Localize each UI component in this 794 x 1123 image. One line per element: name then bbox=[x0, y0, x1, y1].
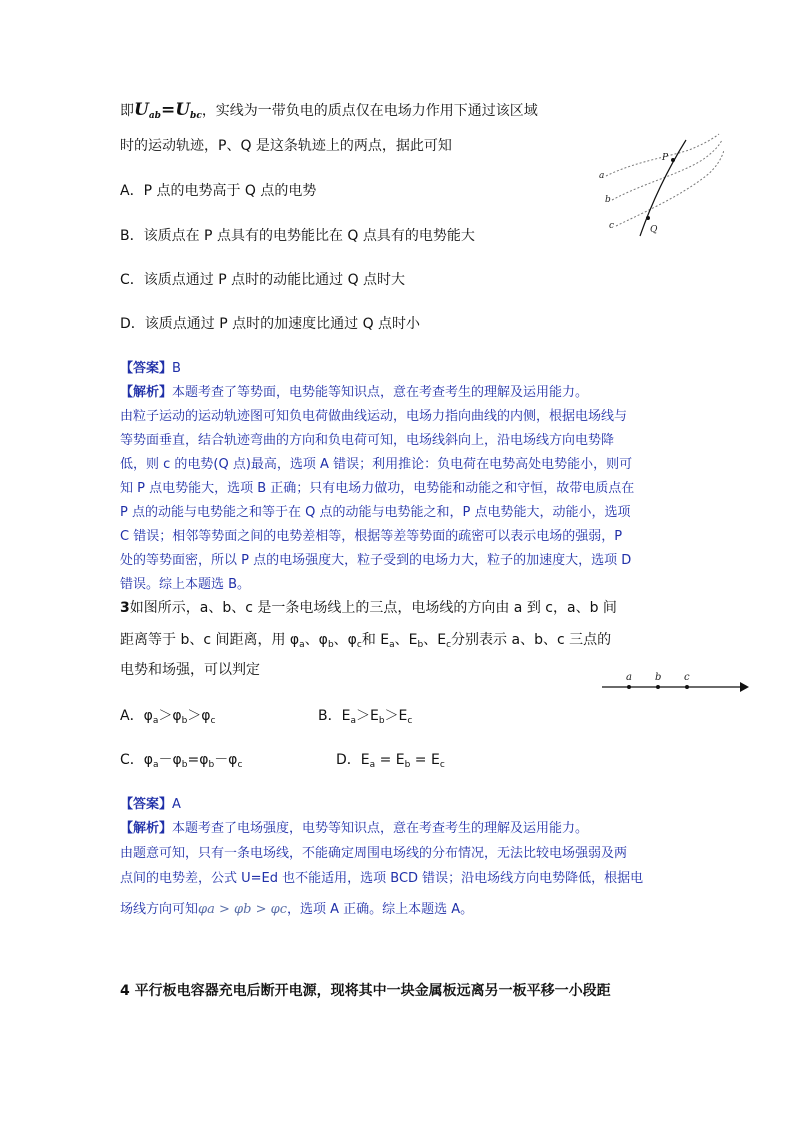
arrow-head-icon bbox=[740, 682, 749, 692]
equipotential-c bbox=[616, 150, 724, 226]
q2-analysis-line-7: C 错误；相邻等势面之间的电势差相等，根据等差等势面的疏密可以表示电场的强弱，P bbox=[120, 529, 623, 544]
equipotential-b bbox=[612, 140, 722, 200]
q2-option-b: B．该质点在 P 点具有的电势能比在 Q 点具有的电势能大 bbox=[120, 228, 475, 244]
q2-intro-line2: 时的运动轨迹，P、Q 是这条轨迹上的两点，据此可知 bbox=[120, 138, 452, 154]
uab-formula: $U_{ab}=U_{bc}$ bbox=[134, 100, 202, 121]
point-a-label: a bbox=[626, 672, 632, 683]
q3-option-a: A．$\varphi_a>\varphi_b>\varphi_c$ bbox=[120, 708, 216, 726]
q2-analysis-line-9: 错误。综上本题选 B。 bbox=[120, 577, 251, 592]
q4-line1: 4 平行板电容器充电后断开电源，现将其中一块金属板远离另一板平移一小段距 bbox=[120, 983, 611, 999]
point-c-label: c bbox=[684, 672, 690, 683]
q2-analysis-line-3: 等势面垂直，结合轨迹弯曲的方向和负电荷可知，电场线斜向上，沿电场线方向电势降 bbox=[120, 433, 615, 448]
point-b-label: b bbox=[655, 672, 662, 683]
q3-answer: 【答案】A bbox=[120, 797, 181, 812]
q3-analysis-line-1: 【解析】本题考查了电场强度，电势等知识点，意在考查考生的理解及运用能力。 bbox=[120, 821, 589, 836]
label-q: Q bbox=[650, 225, 658, 235]
q2-analysis-line-5: 知 P 点电势能大，选项 B 正确；只有电场力做功，电势能和动能之和守恒，故带电质点在 bbox=[120, 481, 635, 496]
q2-figure bbox=[594, 132, 724, 242]
q2-intro-line1: 即$U_{ab}=U_{bc}$，实线为一带负电的质点仅在电场力作用下通过该区域 bbox=[120, 100, 538, 121]
label-b: b bbox=[605, 195, 611, 205]
label-a: a bbox=[599, 171, 605, 181]
q3-line2: 距离等于 b、c 间距离，用 $\varphi_a$、$\varphi_b$、$\varphi_c$和 $E_a$、$E_b$、$E_c$分别表示 a、b、c 三点的 bbox=[120, 632, 612, 650]
q2-analysis-line-8: 处的等势面密，所以 P 点的电场强度大，粒子受到的电场力大，粒子的加速度大，选项 D bbox=[120, 553, 632, 568]
q2-analysis-line-2: 由粒子运动的运动轨迹图可知负电荷做曲线运动，电场力指向曲线的内侧，根据电场线与 bbox=[120, 409, 628, 424]
q2-analysis-line-6: P 点的动能与电势能之和等于在 Q 点的动能与电势能之和，P 点电势能大，动能小，选项 bbox=[120, 505, 631, 520]
q2-option-d: D．该质点通过 P 点时的加速度比通过 Q 点时小 bbox=[120, 316, 421, 332]
q2-option-a: A．P 点的电势高于 Q 点的电势 bbox=[120, 183, 317, 199]
q3-option-c: C．$\varphi_a-\varphi_b=\varphi_b-\varphi_c$ bbox=[120, 752, 243, 770]
q3-analysis-line-4: 场线方向可知φa > φb > φc，选项 A 正确。综上本题选 A。 bbox=[120, 902, 474, 917]
label-c: c bbox=[609, 221, 615, 231]
q2-analysis-line-4: 低，则 c 的电势(Q 点)最高，选项 A 错误；利用推论：负电荷在电势高处电势能小，则可 bbox=[120, 457, 633, 472]
q3-figure bbox=[602, 670, 750, 700]
q3-line1: 3如图所示，a、b、c 是一条电场线上的三点，电场线的方向由 a 到 c，a、b 间 bbox=[120, 600, 617, 616]
label-p: P bbox=[662, 153, 669, 163]
q3-option-d: D．$E_a = E_b = E_c$ bbox=[336, 752, 445, 770]
q3-analysis-line-2: 由题意可知，只有一条电场线，不能确定周围电场线的分布情况，无法比较电场强弱及两 bbox=[120, 846, 628, 861]
q3-line3: 电势和场强，可以判定 bbox=[120, 662, 260, 678]
q3-analysis-line-3: 点间的电势差，公式 U=Ed 也不能适用，选项 BCD 错误；沿电场线方向电势降低，根据电 bbox=[120, 871, 644, 886]
q2-analysis-line-1: 【解析】本题考查了等势面，电势能等知识点，意在考查考生的理解及运用能力。 bbox=[120, 385, 589, 400]
q2-option-c: C．该质点通过 P 点时的动能比通过 Q 点时大 bbox=[120, 272, 406, 288]
q2-answer: 【答案】B bbox=[120, 361, 181, 376]
q3-option-b: B．$E_a>E_b>E_c$ bbox=[318, 708, 413, 726]
phi-inequality: φa > φb > φc bbox=[198, 902, 287, 917]
